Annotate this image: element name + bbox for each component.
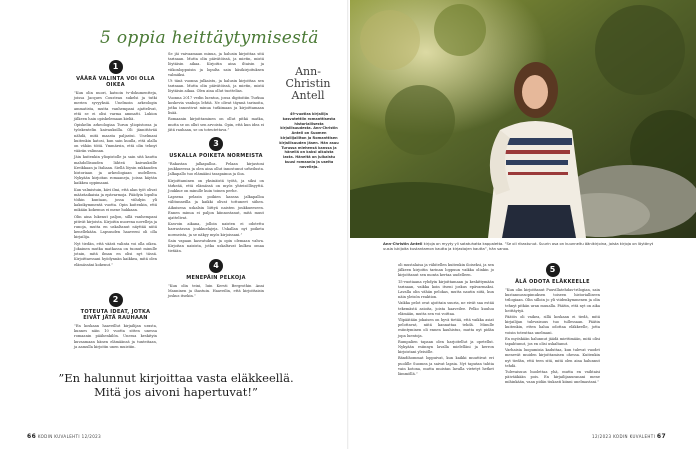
body-paragraph: Nyt tiedän, että väärä valinta voi olla oikea. Jokainen mutka matkassa on tuonut minulle jotain, mitä ilman en olisi nyt tässä. Kirjoittaessani hyödynnän kaikkea, mitä olen elämässäni kokenut.” [74,241,157,267]
body-paragraph: Se jäi vaivaamaan minua, ja halusin kirjoittaa sitä tarinaan. Mutta olin päivätöissä, ja mietin, mistä löytäisin aikaa. Kirjoitin aina iltaisin ja viikonloppuisin ja lopulta sain käsikirjoituksen valmiiksi. [168,52,264,77]
pull-quote: ”En halunnut kirjoittaa vasta eläkkeellä. Mitä jos aivoni hapertuvat!” [58,371,294,399]
body-paragraph: Sain vapaan kasvatuksen ja opin olemaan vahva. Kirjoitan naisista, jotka uskaltavat kulkea omaa tietään. [168,238,264,254]
section-5-number: 5 [505,263,600,277]
section-3-heading: USKALLA POIKETA NORMEISTA [169,153,263,160]
body-paragraph: Päätös oli vaikea, sillä koskaan ei tiedä, mitä kirjailijan tulevaisuus tuo tullessaan. Päätin kuitenkin, etten halua odottaa eläkkeelle, jotta voisin toteuttaa unelmani. [505,315,600,335]
body-paragraph: Romaanin kirjoittaminen on ollut pitkä matka, mutta se on ollut sen arvoista. Opin, että kun idea ei jätä rauhaan, se on toteutettava.” [168,117,264,132]
body-paragraph: Lapsena pelasin poikien kanssa jalkapalloa välitunneilla ja kaikki olivat tottuneet siihen. Aikuisena uskalsin liittyä naisten joukkueeseen. Ennen minua ei paljon kiinnostanut, mitä muut ajattelivat. [168,195,264,221]
column-1-lower [74,293,157,351]
author-photo-illustration [350,0,696,238]
photo-caption [383,242,657,252]
section-2-number: 2 [74,293,157,307]
body-paragraph: Rumpalien tapaan olen harjoitellut ja opetellut. Nykyään esiinnyn lavalla mielelläni ja kerron kirjoistani yleisölle. [398,339,494,355]
body-paragraph: ”Kun olin nuori, katsoin tv-dokumentteja, joissa Jacques Cousteau sukelsi ja tutki merien syvyyksiä. Unelmoin arkeologin ammatista, mutta vanhempani ajattelivat, että se ei olisi varma ammatti. Lukion jälkeen hain opiskelemaan kieliä. [74,91,157,122]
author-bio: 49-vuotias kirjailija kasvatettiin romanttisesta historiallisesta kirjallisuudesta. Ann-Christin Antell on Suomen kirjailijaliiton ja Romanttisen kirjallisuuden jäsen. Hän asuu Turussa miehensä kanssa ja hänellä on kaksi aikuista lasta. Häneltä on julkaistu kuusi romaania ja useita novelleja. [279,112,339,169]
section-3-number: 3 [168,137,264,151]
body-paragraph: ”En koskaan haaveillut kirjailijan urasta, kunnes näin 10 vuotta sitten unessa romaanin päähenkilön. Unessa keskityin kuvaamaan hänen elämäänsä ja tunteitaan, ja aamulla kirjoitin unen muistiin. [74,324,157,349]
body-paragraph: Bändihommat loppuivat, kun kaikki muuttivat eri puolille Suomea ja saivat lapsia. Nyt taputan tahtia vain kotona, mutta muistan lavalla vietetyt hetket lämmöllä.” [398,356,494,377]
folio-right [592,433,666,440]
body-paragraph: Kasvoin aikana, jolloin naisten ei odotettu harrastavan joukkuelajeja. Uskallan nyt poiketa normeista, ja se näkyy myös kirjoissani.” [168,222,264,237]
section-4-number: 4 [168,259,264,273]
folio-label-right: 12/2023 KODIN KUVALEHTI [592,434,656,439]
column-6 [505,263,600,387]
body-paragraph: ”Kun olin teini, luin Kersti Bergrothin Anni Manninen ja ihastuin. Haaveilin, että kirjoittaisin joskus itsekin.” [168,283,264,298]
section-4-heading: MENEPÄIN PELKOJA [186,274,246,281]
column-1 [74,60,157,269]
caption-text: kirjoja on myyty yli satatuhatta kappaletta. ”Se oli rikastunut. Suurin osa on kuunneltu äänikirjoina, joista kirjoja on löytänyt uusia lukijoita kustantamon kautta ja kirjastojen kautta”, hän sanoo. [383,242,654,251]
author-photo [350,0,696,238]
body-paragraph: Opiskelin arkeologiaa Turun yliopistossa ja työskentelin kaivauksilla. Oli jännittävää nähdä, mitä maasta paljastui. Unelmani kuitenkin katosi, kun sain kuulla, että alalla on vähän töitä. Ymmärsin, että olin tehnyt väärän valinnan. [74,123,157,154]
body-paragraph: Kun valmistuin, kävi ilmi, että alan työt olivat määräaikaisia ja epävarmoja. Päädyin lopulta töihin kuntaan, jossa viihdyin yli kaksikymmentä vuotta. Opin kuitenkin, että mikään kokemus ei mene hukkaan. [74,187,157,213]
article-kicker: 5 oppia heittäytymisestä [100,28,319,48]
folio-label-left: KODIN KUVALEHTI 12/2023 [37,434,102,439]
caption-name: Ann-Christin Antell [383,242,423,246]
section-5-heading: ÄLÄ ODOTA ELÄKKEELLE [515,279,590,285]
page-number-left: 66 [27,433,37,440]
column-2 [168,52,264,300]
body-paragraph: 15-vuotiaana ryhdyin kirjoittamaan ja keskittymään tarinaan, vaikka koin itseni joskus epävarmaksi. Lavalla olin vähän pelokas, mutta nautin siitä, kun näin yleisön reaktion. [398,279,494,300]
section-1-heading: VÄÄRÄ VALINTA VOI OLLA OIKEA [76,76,155,88]
body-paragraph: Vuonna 2017 vedin luentoa, jossa digitoitiin Turkua koskevia vanhoja lehtiä. Ne olivat täynnä tarinoita, jotka innostivat minua tutkimaan ja kirjoittamaan lisää. [168,95,264,116]
folio-left [27,433,101,440]
column-5 [398,263,494,378]
body-paragraph: Ut tänä vuonna julkaistu, ja halusin kirjoittaa sen tarinaan. Mutta olin päivätöissä, ja mietin, mistä löytäisin aikaa. Olen aina ollut tuottelias. [168,79,264,94]
body-paragraph: ”Rakastan jalkapalloa. Pelaan kirjastoni joukkueessa ja olen aina ollut innostunut urheilusta. Jalkapallo tuo elämääni tasapainoa ja iloa. [168,162,264,177]
body-paragraph: Ylipäätään jokaisen on hyvä tietää, että vaikka asiat pelottavat, niitä kannattaa tehdä. Minulle esiintyminen oli ennen kauhistus, mutta nyt pidän jopa luentoja. [398,318,494,338]
body-paragraph: Varhaisia luopumisia kaduttaa, kun tulevat vuodet menevät muiden kirjoittamisen ohessa. Kuitenkin nyt tiedän, että teen sitä, mitä olen aina halunnut tehdä. [505,348,600,368]
page-number-right: 67 [656,433,667,440]
body-paragraph: Tulevaisuus huolettaa yhä, mutta en vaihtaisi päivääkään pois. En kirjailijanuranani mene mihinkään, vaan pidän tiukasti kiinni unelmastani.” [505,370,600,385]
body-paragraph: Vaikka pelot ovat ajoittain suuria, ne eivät saa estää tekemästä asioita, joista haaveilee. Pelko kuuluu elämään, mutta sen voi voittaa. [398,301,494,316]
body-paragraph: oli mustalaisa ja vähitellen kuitenkin iloiseksi, ja sen jälkeen kirjoitin tarinan loppuun vaikka olinkin jo kirjoittanut sen monta kertaa uudelleen. [398,263,494,278]
author-name: Ann- Christin Antell [285,65,331,102]
body-paragraph: Kirjoittaminen on yksinäistä työtä, ja siksi on tärkeää, että elämässä on myös yhteisöllisyyttä. Joukkue on minulle kuin toinen perhe. [168,178,264,194]
body-paragraph: Jäin kuitenkin yliopistolle ja sain sitä kautta mahdollisuuden lähteä kaivauksille Kreikkaan ja Italiaan. Siellä löysin rakkauden historiaan ja arkeologiaan uudelleen. Nykyään kirjoitan romaaneja, joissa käytän kaikkea oppimaani. [74,155,157,186]
page-gutter [347,0,349,449]
body-paragraph: Olin aina lukenut paljon, sillä vanhempani pitivät kirjoista. Kirjoitin nuorena novelleja ja runoja, mutta en uskaltanut näyttää niitä kenellekään. Lapsuuden haaveeni oli olla kirjailija. [74,214,157,240]
body-paragraph: En myöskään halunnut jäädä miettimään, mitä olisi tapahtunut, jos en olisi uskaltanut. [505,336,600,347]
section-1-number: 1 [74,60,157,74]
section-2-heading: TOTEUTA IDEAT, JOTKA EIVÄT JÄTÄ RAUHAAN [80,309,151,321]
body-paragraph: ”Kun olin kirjoittanut Puuvillatehdas-trilogian, sain kustannussopimuksen toiseen historialliseen trilogiaan. Olin silloin jo yli viidenkymmenen ja olin tehnyt pitkän uran muualla. Päätin, että nyt on aika heittäytyä. [505,288,600,313]
